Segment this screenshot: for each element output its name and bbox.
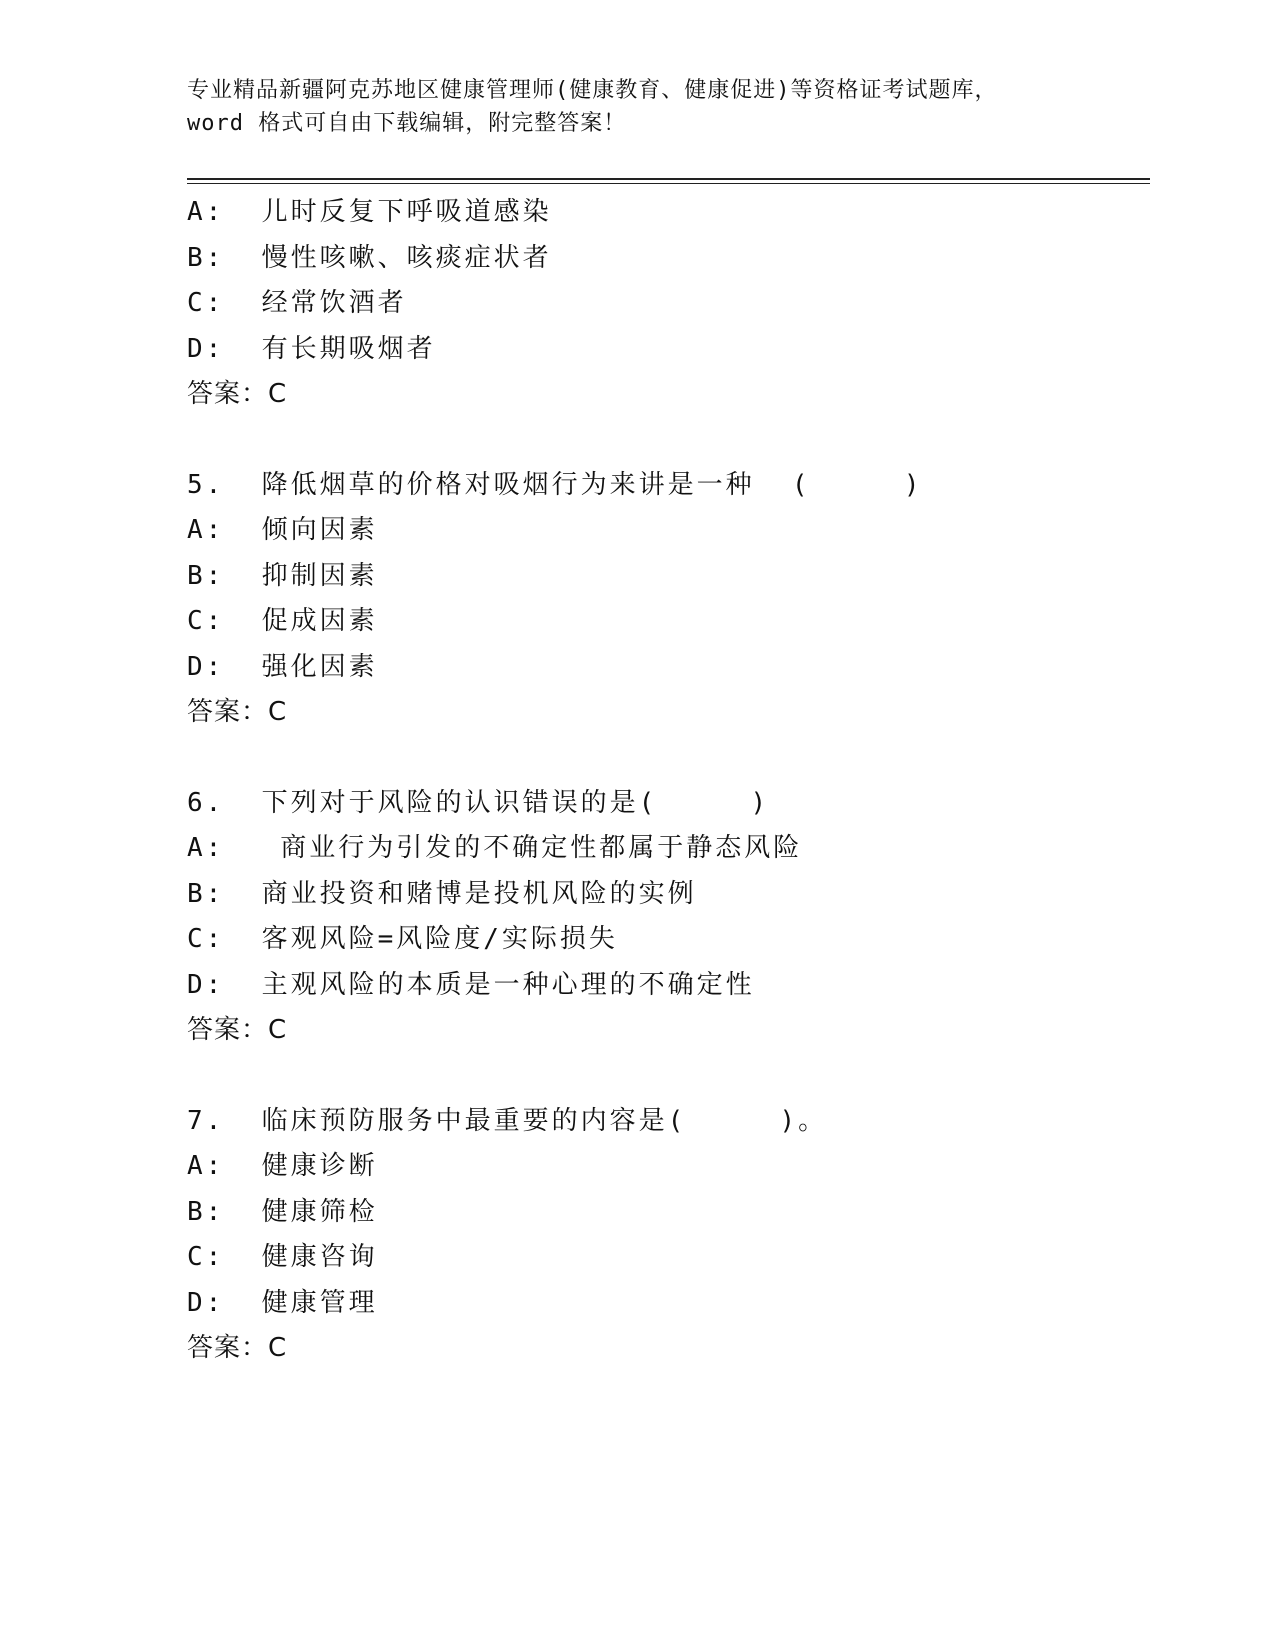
- option-a: A: 儿时反复下呼吸道感染: [187, 197, 552, 227]
- question-block-6: [187, 781, 1147, 1054]
- option-c: C: 促成因素: [187, 606, 378, 636]
- option-d: D: 强化因素: [187, 651, 378, 682]
- question-block-5: [187, 463, 1147, 736]
- option-c: C: 客观风险=风险度/实际损失: [187, 924, 618, 954]
- spacer: [187, 1054, 1147, 1099]
- option-b: B: 慢性咳嗽、咳痰症状者: [187, 242, 552, 273]
- question-text: 6. 下列对于风险的认识错误的是( ): [187, 787, 770, 818]
- option-c: C: 健康咨询: [187, 1242, 378, 1272]
- question-text: 5. 降低烟草的价格对吸烟行为来讲是一种 ( ): [187, 469, 923, 500]
- header-divider-thin: [187, 183, 1150, 184]
- option-c: C: 经常饮酒者: [187, 288, 407, 318]
- answer-line: 答案：C: [187, 1015, 288, 1045]
- header-divider-thick: [187, 178, 1150, 180]
- header-line-2: word 格式可自由下载编辑，附完整答案！: [187, 111, 627, 136]
- question-text: 7. 临床预防服务中最重要的内容是( )。: [187, 1105, 828, 1136]
- document-header: [187, 74, 1087, 140]
- option-a: A: 商业行为引发的不确定性都属于静态风险: [187, 833, 803, 863]
- answer-line: 答案：C: [187, 697, 288, 727]
- option-d: D: 有长期吸烟者: [187, 333, 436, 364]
- question-block-4: [187, 190, 1147, 418]
- option-b: B: 商业投资和赌博是投机风险的实例: [187, 878, 697, 909]
- option-a: A: 倾向因素: [187, 515, 378, 545]
- option-a: A: 健康诊断: [187, 1151, 378, 1181]
- option-d: D: 健康管理: [187, 1287, 378, 1318]
- question-list: [187, 190, 1147, 1372]
- spacer: [187, 736, 1147, 781]
- option-d: D: 主观风险的本质是一种心理的不确定性: [187, 969, 755, 1000]
- header-line-1: 专业精品新疆阿克苏地区健康管理师(健康教育、健康促进)等资格证考试题库，: [187, 78, 998, 103]
- question-block-7: [187, 1099, 1147, 1372]
- answer-line: 答案：C: [187, 379, 288, 409]
- answer-line: 答案：C: [187, 1333, 288, 1363]
- option-b: B: 健康筛检: [187, 1196, 378, 1227]
- option-b: B: 抑制因素: [187, 560, 378, 591]
- spacer: [187, 418, 1147, 463]
